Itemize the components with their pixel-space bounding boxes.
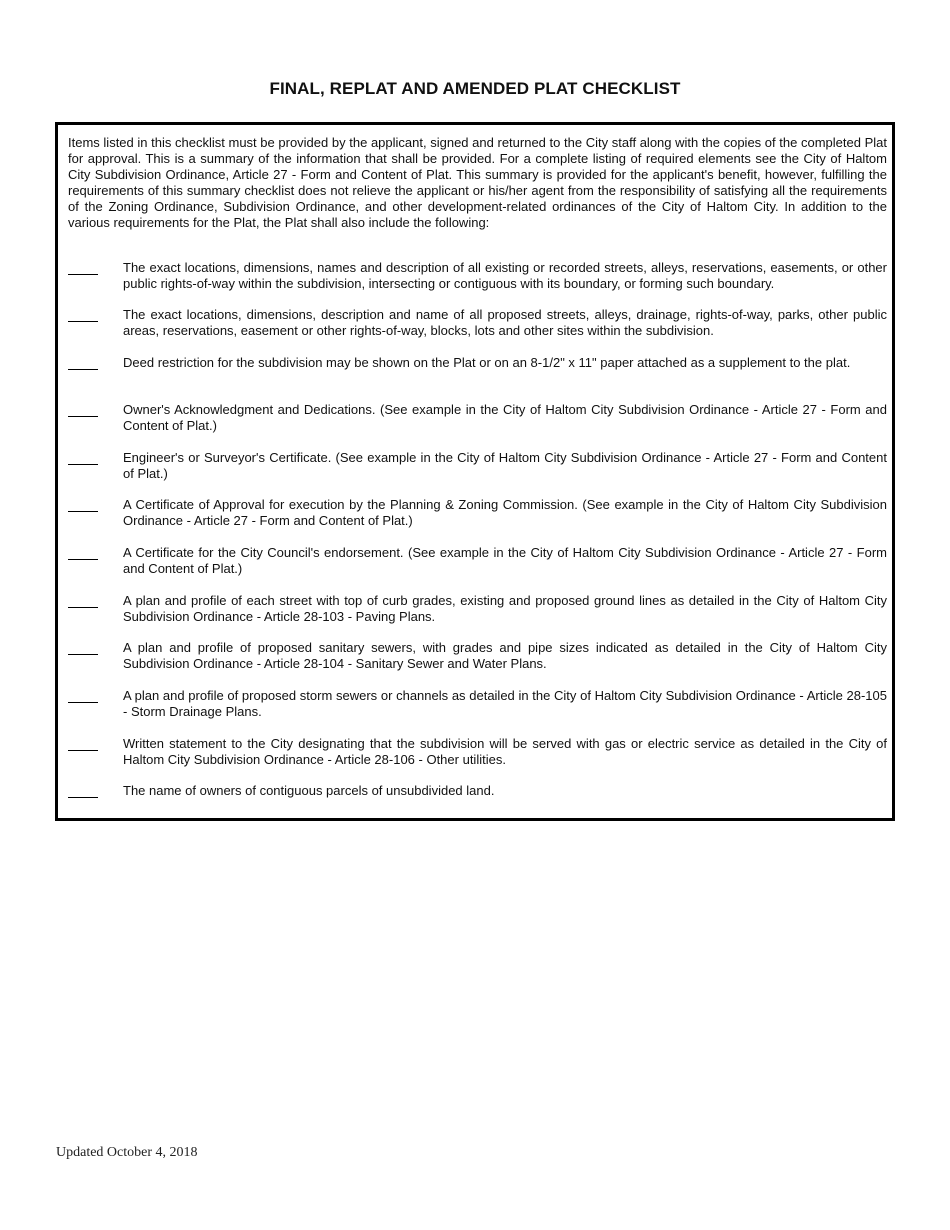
checklist-item xyxy=(58,307,892,347)
checkbox-blank-line[interactable] xyxy=(68,464,98,465)
checklist-item-text: The name of owners of contiguous parcels of unsubdivided land. xyxy=(123,783,495,798)
checklist-item xyxy=(58,593,892,633)
checklist-item xyxy=(58,260,892,300)
intro-paragraph: Items listed in this checklist must be provided by the applicant, signed and returned to the City staff along with the copies of the completed Plat for approval. This is a summary of the information that shall be provided. For a complete listing of required elements see the City of Haltom City Subdivision Ordinance, Article 27 - Form and Content of Plat. This summary is provided for the applicant's benefit, however, fulfilling the requirements of this summary checklist does not relieve the applicant or his/her agent from the responsibility of satisfying all the requirements of the Zoning Ordinance, Subdivision Ordinance, and other development-related ordinances of the City of Haltom City. In addition to the various requirements for the Plat, the Plat shall also include the following: xyxy=(68,135,887,230)
checklist-item-text: A plan and profile of proposed storm sewers or channels as detailed in the City of Haltom City Subdivision Ordinance - Article 28-105 - Storm Drainage Plans. xyxy=(123,688,887,719)
checklist-item-text: A plan and profile of each street with top of curb grades, existing and proposed ground lines as detailed in the City of Haltom City Subdivision Ordinance - Article 28-103 - Paving Plans. xyxy=(123,593,887,624)
checklist-item xyxy=(58,497,892,537)
checklist-item-text: Written statement to the City designating that the subdivision will be served with gas or electric service as detailed in the City of Haltom City Subdivision Ordinance - Article 28-106 - Other utilities. xyxy=(123,736,887,767)
checklist-box xyxy=(55,122,895,821)
checkbox-blank-line[interactable] xyxy=(68,654,98,655)
checklist-item xyxy=(58,450,892,490)
checklist-item-text: The exact locations, dimensions, description and name of all proposed streets, alleys, drainage, rights-of-way, parks, other public areas, reservations, easement or other rights-of-way, blocks, lots and other sites within the subdivision. xyxy=(123,307,887,338)
page-title: FINAL, REPLAT AND AMENDED PLAT CHECKLIST xyxy=(269,79,681,98)
checklist-item-text: Engineer's or Surveyor's Certificate. (See example in the City of Haltom City Subdivision Ordinance - Article 27 - Form and Content of Plat.) xyxy=(123,450,887,481)
checklist-item xyxy=(58,640,892,680)
checkbox-blank-line[interactable] xyxy=(68,416,98,417)
checklist-item-text: The exact locations, dimensions, names and description of all existing or recorded streets, alleys, reservations, easements, or other public rights-of-way within the subdivision, intersecting or contiguous with its boundary, or forming such boundary. xyxy=(123,260,887,291)
checklist-item-text: Deed restriction for the subdivision may be shown on the Plat or on an 8-1/2" x 11" paper attached as a supplement to the plat. xyxy=(123,355,851,370)
checkbox-blank-line[interactable] xyxy=(68,607,98,608)
checkbox-blank-line[interactable] xyxy=(68,559,98,560)
checklist-item-text: A Certificate of Approval for execution by the Planning & Zoning Commission. (See example in the City of Haltom City Subdivision Ordinance - Article 27 - Form and Content of Plat.) xyxy=(123,497,887,528)
checkbox-blank-line[interactable] xyxy=(68,274,98,275)
checklist-item-text: A plan and profile of proposed sanitary sewers, with grades and pipe sizes indicated as detailed in the City of Haltom City Subdivision Ordinance - Article 28-104 - Sanitary Sewer and Water Plans. xyxy=(123,640,887,671)
checkbox-blank-line[interactable] xyxy=(68,797,98,798)
checklist-item-text: Owner's Acknowledgment and Dedications. (See example in the City of Haltom City Subdivision Ordinance - Article 27 - Form and Content of Plat.) xyxy=(123,402,887,433)
checkbox-blank-line[interactable] xyxy=(68,750,98,751)
checklist-item xyxy=(58,688,892,728)
checklist-item xyxy=(58,736,892,776)
checklist-item xyxy=(58,783,892,823)
checkbox-blank-line[interactable] xyxy=(68,369,98,370)
checkbox-blank-line[interactable] xyxy=(68,321,98,322)
checklist-item xyxy=(58,545,892,585)
checkbox-blank-line[interactable] xyxy=(68,511,98,512)
checklist-item-text: A Certificate for the City Council's endorsement. (See example in the City of Haltom City Subdivision Ordinance - Article 27 - Form and Content of Plat.) xyxy=(123,545,887,576)
checkbox-blank-line[interactable] xyxy=(68,702,98,703)
checklist-item xyxy=(58,402,892,442)
updated-date-footer: Updated October 4, 2018 xyxy=(56,1145,198,1160)
checklist-item xyxy=(58,355,892,395)
